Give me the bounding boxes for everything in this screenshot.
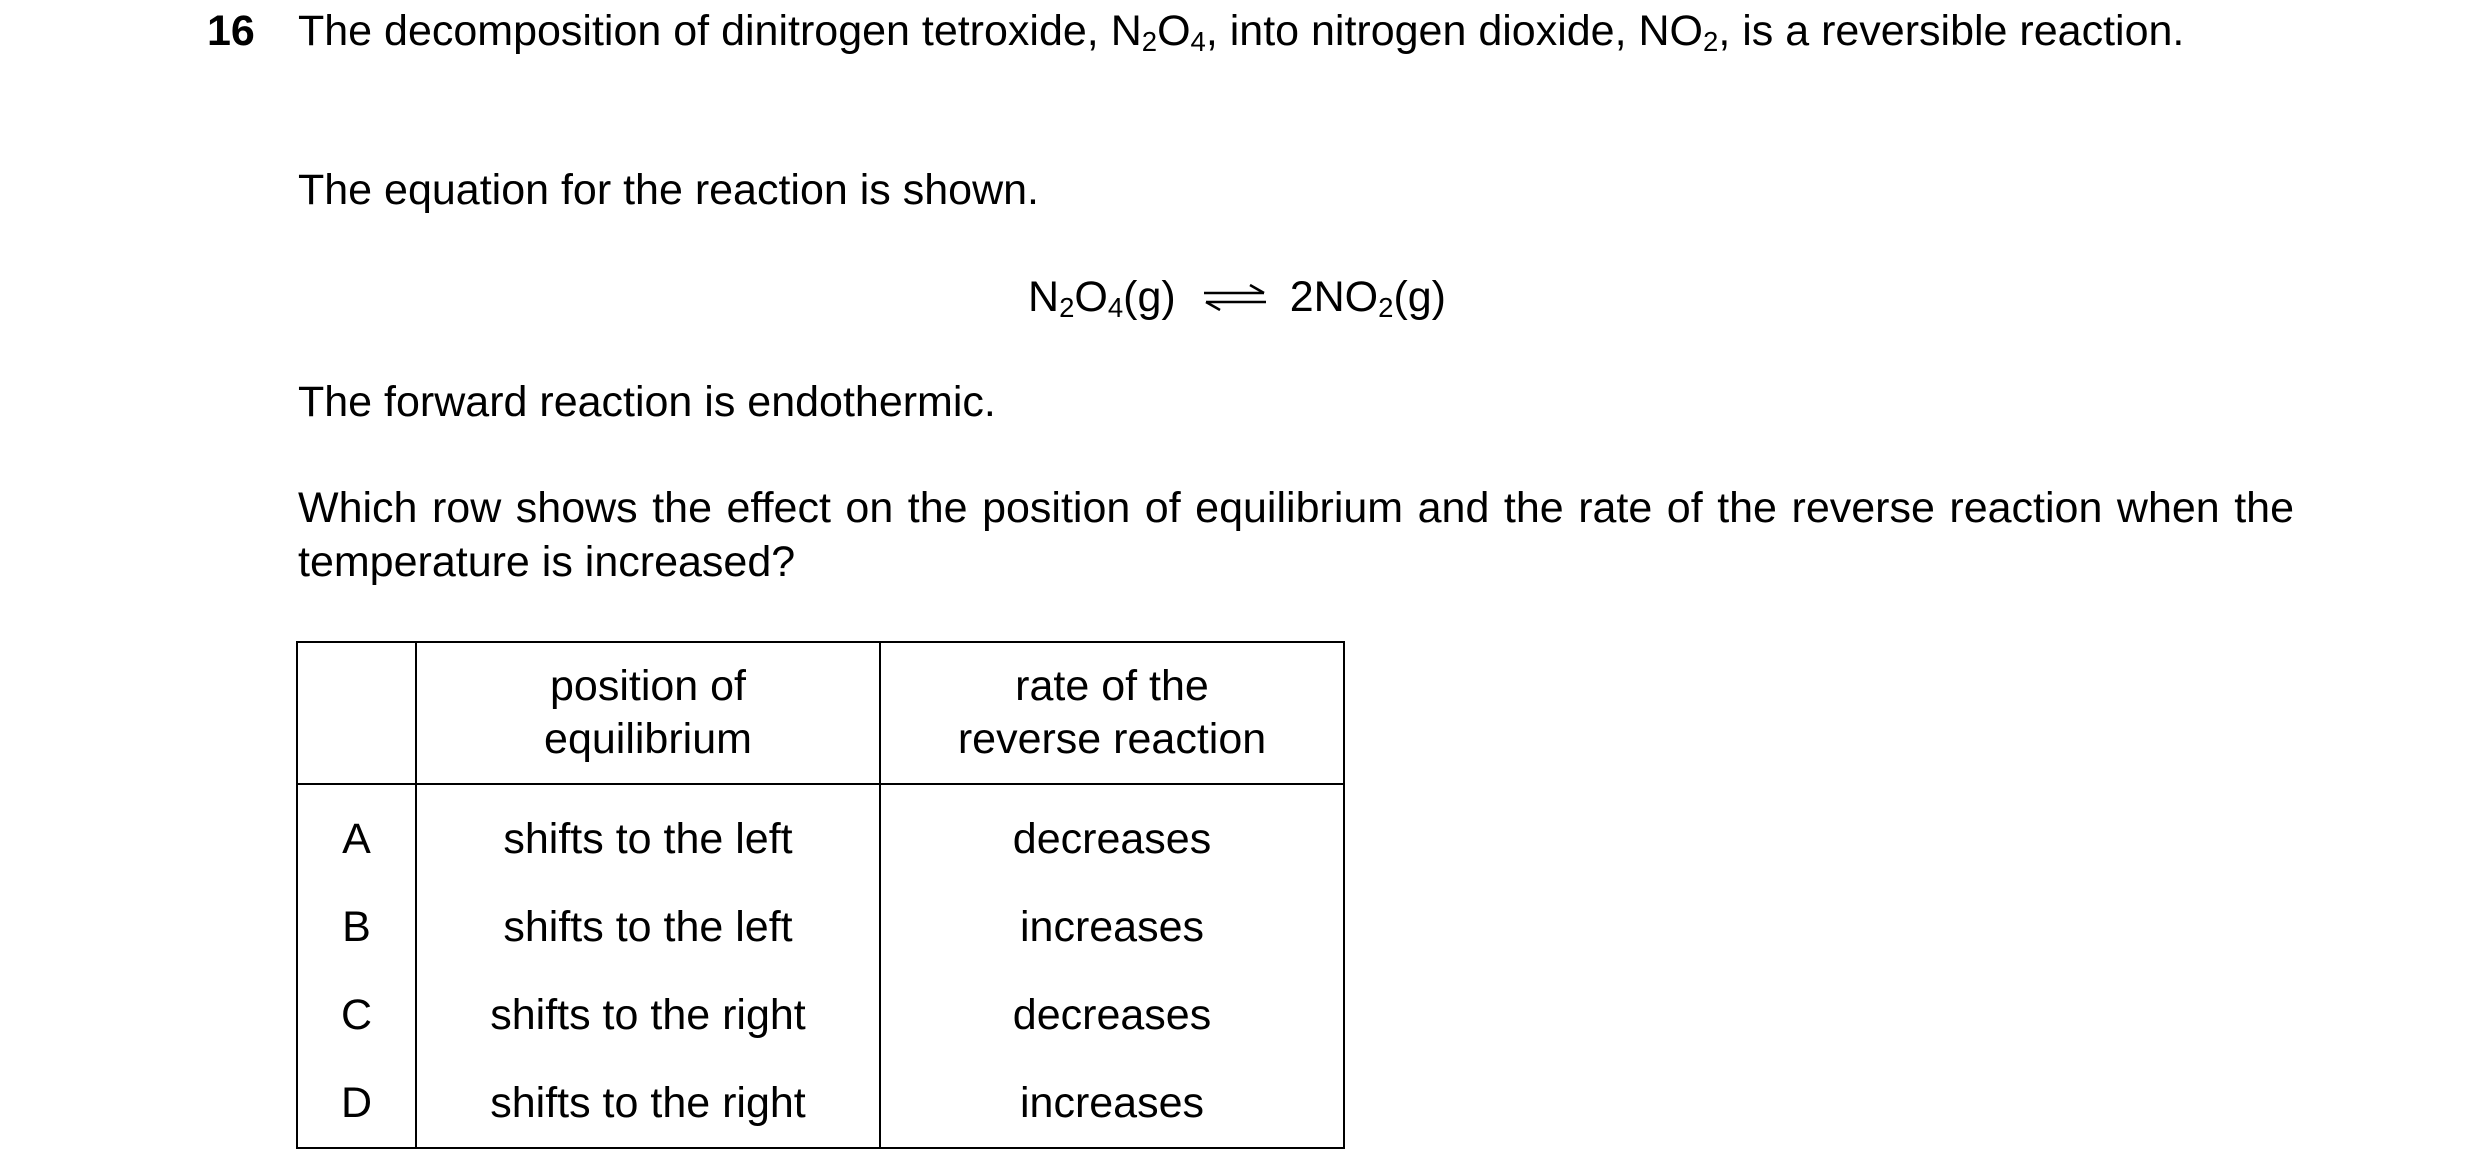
table-row[interactable]	[297, 971, 1344, 1059]
header-letter-cell	[297, 642, 416, 784]
option-position: shifts to the right	[416, 1059, 880, 1148]
question-number: 16	[207, 7, 255, 55]
option-letter: A	[297, 784, 416, 883]
option-position: shifts to the left	[416, 784, 880, 883]
table-row[interactable]	[297, 1059, 1344, 1148]
question-intro: The decomposition of dinitrogen tetroxide, $N_2O_4$, into nitrogen dioxide, $NO_2$, is a reversible reaction.	[298, 7, 2185, 58]
table-row[interactable]	[297, 883, 1344, 971]
option-rate: increases	[880, 883, 1344, 971]
option-letter: C	[297, 971, 416, 1059]
table-row[interactable]	[297, 784, 1344, 883]
option-rate: increases	[880, 1059, 1344, 1148]
option-letter: D	[297, 1059, 416, 1148]
chemical-equation: $N_2O_4(g)$ $2NO_2(g)$	[1028, 273, 1446, 324]
option-position: shifts to the right	[416, 971, 880, 1059]
option-rate: decreases	[880, 784, 1344, 883]
endothermic-statement: The forward reaction is endothermic.	[298, 378, 996, 426]
table-header-row	[297, 642, 1344, 784]
equilibrium-arrow-icon	[1202, 283, 1268, 311]
answer-table	[296, 641, 1345, 1149]
equation-intro: The equation for the reaction is shown.	[298, 166, 1039, 214]
option-rate: decreases	[880, 971, 1344, 1059]
header-position: position of equilibrium	[416, 642, 880, 784]
option-position: shifts to the left	[416, 883, 880, 971]
header-rate: rate of the reverse reaction	[880, 642, 1344, 784]
question-prompt: Which row shows the effect on the position of equilibrium and the rate of the reverse reaction when the temperature is increased?	[298, 484, 2294, 586]
option-letter: B	[297, 883, 416, 971]
